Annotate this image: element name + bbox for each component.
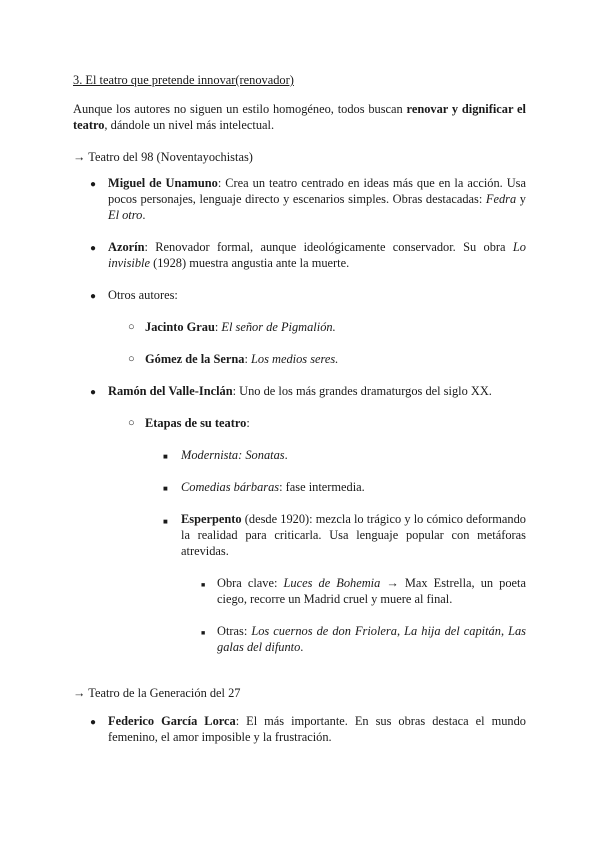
list-item-modernista: Modernista: Sonatas. <box>181 448 288 462</box>
list-item-otras: Otras: Los cuernos de don Friolera, La hija del capitán, Las galas del difunto. <box>217 624 527 654</box>
list-item-azorin: Azorín: Renovador formal, aunque ideológicamente conservador. Su obra Lo invisible (1928) muestra angustia ante la muerte. <box>108 240 526 270</box>
list-item-gomez: Gómez de la Serna: Los medios seres. <box>145 352 339 366</box>
bullet-icon: ● <box>90 179 97 190</box>
list-item-valle: Ramón del Valle-Inclán: Uno de los más grandes dramaturgos del siglo XX. <box>108 384 492 398</box>
square-bullet-icon: ■ <box>201 581 206 589</box>
list-item-esperpento: Esperpento (desde 1920): mezcla lo trágico y lo cómico deformando la realidad para criticarla. Usa lenguaje popular con metáforas atrevidas. <box>181 512 526 558</box>
bullet-icon: ● <box>90 243 97 254</box>
bullet-icon: ● <box>90 387 97 398</box>
square-bullet-icon: ■ <box>163 484 168 493</box>
square-bullet-icon: ■ <box>201 629 206 637</box>
list-item-lorca: Federico García Lorca: El más importante. En sus obras destaca el mundo femenino, el amor imposible y la frustración. <box>108 714 527 744</box>
intro-paragraph <box>73 101 526 133</box>
list-item-comedias: Comedias bárbaras: fase intermedia. <box>181 480 365 494</box>
intro-text-end: , dándole un nivel más intelectual. <box>104 118 275 132</box>
hollow-bullet-icon: ○ <box>128 353 135 365</box>
bullet-icon: ● <box>90 717 97 728</box>
list-item-otros: Otros autores: <box>108 288 178 302</box>
square-bullet-icon: ■ <box>163 452 168 461</box>
intro-bold: renovar y dignificar el teatro <box>73 102 526 132</box>
list-item-etapas: Etapas de su teatro: <box>145 416 250 430</box>
list-item-grau: Jacinto Grau: El señor de Pigmalión. <box>145 320 336 334</box>
list-item-unamuno: Miguel de Unamuno: Crea un teatro centrado en ideas más que en la acción. Usa pocos personajes, lenguaje directo y escenarios simples. Obras destacadas: Fedra y El otro. <box>108 176 527 222</box>
section-27-title: → Teatro de la Generación del 27 <box>73 686 241 700</box>
square-bullet-icon: ■ <box>163 517 168 526</box>
intro-text: Aunque los autores no siguen un estilo homogéneo, todos buscan <box>73 102 407 116</box>
hollow-bullet-icon: ○ <box>128 321 135 333</box>
section-98-title: → Teatro del 98 (Noventayochistas) <box>73 150 253 164</box>
section-heading: 3. El teatro que pretende innovar(renovador) <box>73 73 294 87</box>
list-item-obra-clave: Obra clave: Luces de Bohemia → Max Estrella, un poeta ciego, recorre un Madrid cruel y muere al final. <box>217 576 526 606</box>
bullet-icon: ● <box>90 291 97 302</box>
hollow-bullet-icon: ○ <box>128 417 135 429</box>
